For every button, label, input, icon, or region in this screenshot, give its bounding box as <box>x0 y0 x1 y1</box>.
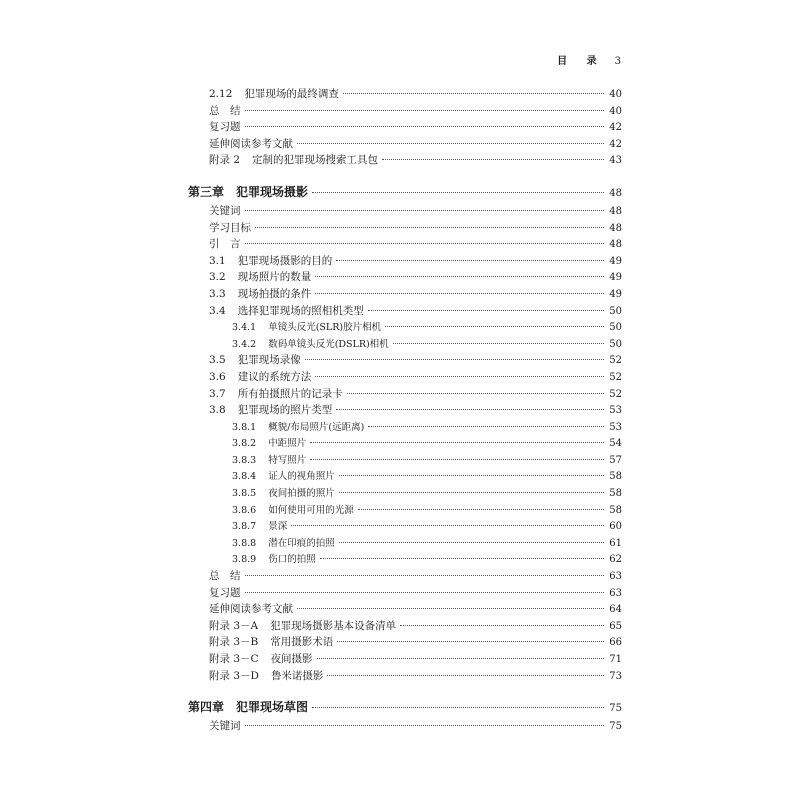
dot-leader <box>315 293 604 294</box>
toc-page-number: 63 <box>609 587 622 599</box>
toc-entry-number: 3.4.1 <box>232 322 257 334</box>
dot-leader <box>305 359 604 360</box>
toc-entry-title: 常用摄影术语 <box>270 636 334 649</box>
toc-entry-title: 延伸阅读参考文献 <box>209 137 293 150</box>
toc-entry-row[interactable] <box>188 352 622 369</box>
toc-entry-title: 夜间摄影 <box>270 653 313 665</box>
toc-chapter-row[interactable] <box>188 698 622 718</box>
dot-leader <box>400 625 604 626</box>
toc-page-number: 50 <box>609 322 622 334</box>
dot-leader <box>317 658 604 659</box>
dot-leader <box>337 641 604 642</box>
toc-page-number: 48 <box>609 222 622 234</box>
toc-entry-row[interactable] <box>188 551 622 568</box>
dot-leader <box>255 227 604 228</box>
dot-leader <box>245 126 605 127</box>
dot-leader <box>245 575 605 576</box>
toc-entry-number: 3.8.4 <box>232 471 257 483</box>
dot-leader <box>339 475 604 476</box>
toc-entry-title: 证人的视角照片 <box>268 471 335 483</box>
toc-page-number: 64 <box>609 604 622 616</box>
toc-entry-number: 3.8.1 <box>232 421 257 433</box>
toc-entry-number: 3.8.7 <box>232 521 257 533</box>
toc-page-number: 58 <box>609 504 622 516</box>
toc-entry-title: 所有拍摄照片的记录卡 <box>237 387 343 400</box>
toc-chapter-row[interactable] <box>188 183 622 203</box>
toc-entry-row[interactable] <box>188 585 622 602</box>
toc-entry-number: 3.8.8 <box>232 537 257 549</box>
toc-page-number: 75 <box>609 703 622 715</box>
toc-entry-number: 第四章 <box>188 700 225 715</box>
toc-page-number: 48 <box>609 205 622 217</box>
toc-entry-row[interactable] <box>188 718 622 735</box>
toc-entry-number: 3.5 <box>209 354 226 367</box>
toc-entry-title: 复习题 <box>209 121 241 134</box>
dot-leader <box>368 310 604 311</box>
toc-entry-number: 3.1 <box>209 254 226 267</box>
toc-entry-number: 2.12 <box>209 88 233 100</box>
toc-entry-title: 犯罪现场摄影基本设备清单 <box>270 619 397 632</box>
toc-entry-row[interactable] <box>188 468 622 485</box>
toc-entry-title: 概貌/布局照片(远距离) <box>268 421 365 433</box>
toc-entry-row[interactable] <box>188 568 622 585</box>
dot-leader <box>320 558 604 559</box>
dot-leader <box>339 542 604 543</box>
toc-entry-number: 第三章 <box>188 184 225 199</box>
toc-page-number: 75 <box>609 721 622 733</box>
toc-entry-title: 如何使用可用的光源 <box>268 504 354 516</box>
dot-leader <box>327 675 604 676</box>
toc-page-number: 42 <box>609 138 622 150</box>
dot-leader <box>393 343 604 344</box>
dot-leader <box>245 243 605 244</box>
header-title: 目 录 <box>557 56 605 67</box>
dot-leader <box>347 393 604 394</box>
toc-page-number: 66 <box>609 637 622 649</box>
dot-leader <box>336 409 604 410</box>
toc-entry-number: 3.3 <box>209 287 226 300</box>
toc-entry-title: 犯罪现场的最终调查 <box>244 88 339 100</box>
toc-entry-title: 中距照片 <box>268 438 307 450</box>
toc-entry-row[interactable] <box>188 668 622 685</box>
toc-entry-row[interactable] <box>188 336 622 353</box>
toc-entry-title: 复习题 <box>209 586 241 599</box>
toc-entry-row[interactable] <box>188 435 622 452</box>
dot-leader <box>336 260 604 261</box>
toc-entry-number: 3.8.6 <box>232 504 257 516</box>
toc-entry-row[interactable] <box>188 419 622 436</box>
toc-page-number: 48 <box>609 239 622 251</box>
toc-entry-title: 引 言 <box>209 238 241 251</box>
toc-entry-number: 3.8.5 <box>232 488 257 500</box>
toc-entry-row[interactable] <box>188 86 622 103</box>
toc-entry-row[interactable] <box>188 485 622 502</box>
dot-leader <box>310 442 604 443</box>
toc-entry-title: 学习目标 <box>209 221 251 234</box>
toc-entry-row[interactable] <box>188 369 622 386</box>
dot-leader <box>310 459 604 460</box>
toc-entry-number: 3.8.2 <box>232 438 257 450</box>
toc-entry-title: 犯罪现场摄影 <box>236 184 309 199</box>
dot-leader <box>297 143 604 144</box>
toc-page-number: 53 <box>609 405 622 417</box>
toc-entry-number: 附录 3－C <box>209 653 259 665</box>
toc-entry-row[interactable] <box>188 286 622 303</box>
toc-entry-title: 选择犯罪现场的照相机类型 <box>237 304 364 317</box>
dot-leader <box>358 509 604 510</box>
dot-leader <box>245 725 605 726</box>
toc-entry-row[interactable] <box>188 303 622 320</box>
toc-entry-title: 定制的犯罪现场搜索工具包 <box>252 154 379 167</box>
table-of-contents <box>188 86 622 735</box>
toc-entry-title: 建议的系统方法 <box>237 370 312 383</box>
toc-entry-number: 3.4.2 <box>232 338 257 350</box>
toc-entry-title: 关键词 <box>209 720 241 733</box>
running-header <box>557 52 622 67</box>
toc-entry-number: 3.7 <box>209 387 226 400</box>
toc-page-number: 40 <box>609 89 622 100</box>
dot-leader <box>382 159 604 160</box>
toc-entry-title: 总 结 <box>209 570 241 583</box>
section-gap <box>188 169 622 183</box>
toc-entry-title: 现场拍摄的条件 <box>237 287 312 300</box>
toc-entry-row[interactable] <box>188 618 622 635</box>
toc-entry-row[interactable] <box>188 203 622 220</box>
toc-page-number: 60 <box>609 521 622 533</box>
toc-entry-title: 单镜头反光(SLR)胶片相机 <box>268 322 382 334</box>
toc-entry-row[interactable] <box>188 601 622 618</box>
toc-entry-row[interactable] <box>188 634 622 651</box>
toc-entry-title: 伤口的拍照 <box>268 554 316 566</box>
toc-page-number: 52 <box>609 371 622 383</box>
toc-entry-row[interactable] <box>188 253 622 270</box>
toc-entry-title: 关键词 <box>209 204 241 217</box>
toc-entry-row[interactable] <box>188 502 622 519</box>
toc-page-number: 43 <box>609 155 622 167</box>
toc-page-number: 57 <box>609 454 622 466</box>
toc-entry-title: 总 结 <box>209 104 241 117</box>
toc-page-number: 58 <box>609 488 622 500</box>
dot-leader <box>245 592 605 593</box>
toc-page-number: 48 <box>609 187 622 199</box>
dot-leader <box>368 426 604 427</box>
header-page-number: 3 <box>614 56 622 67</box>
toc-entry-title: 夜间拍摄的照片 <box>268 488 335 500</box>
toc-entry-title: 现场照片的数量 <box>237 271 312 284</box>
toc-page-number: 49 <box>609 255 622 267</box>
toc-entry-row[interactable] <box>188 535 622 552</box>
toc-entry-number: 3.8.3 <box>232 454 257 466</box>
dot-leader <box>343 93 604 94</box>
section-gap <box>188 684 622 698</box>
dot-leader <box>315 376 604 377</box>
toc-page-number: 73 <box>609 670 622 682</box>
toc-entry-title: 景深 <box>268 521 288 533</box>
toc-entry-row[interactable] <box>188 236 622 253</box>
toc-entry-number: 附录 3－B <box>209 636 259 649</box>
toc-entry-number: 3.8 <box>209 404 226 417</box>
toc-page-number: 61 <box>609 537 622 549</box>
toc-page-number: 71 <box>609 654 622 665</box>
toc-entry-row[interactable] <box>188 518 622 535</box>
toc-entry-row[interactable] <box>188 269 622 286</box>
toc-page-number: 52 <box>609 388 622 400</box>
toc-entry-number: 3.8.9 <box>232 554 257 566</box>
dot-leader <box>315 276 604 277</box>
toc-entry-number: 附录 3－A <box>209 619 259 632</box>
dot-leader <box>339 492 604 493</box>
toc-page-number: 58 <box>609 471 622 483</box>
toc-entry-row[interactable] <box>188 386 622 403</box>
toc-page-number: 65 <box>609 620 622 632</box>
toc-page-number: 50 <box>609 338 622 350</box>
toc-entry-title: 特写照片 <box>268 454 307 466</box>
toc-entry-row[interactable] <box>188 402 622 419</box>
toc-entry-number: 3.4 <box>209 304 226 317</box>
dot-leader <box>385 326 604 327</box>
toc-entry-title: 犯罪现场摄影的目的 <box>237 254 333 267</box>
toc-entry-number: 3.2 <box>209 271 226 284</box>
toc-entry-row[interactable] <box>188 452 622 469</box>
toc-page-number: 53 <box>609 421 622 433</box>
dot-leader <box>312 707 604 708</box>
toc-page-number: 42 <box>609 122 622 134</box>
toc-entry-number: 附录 3－D <box>209 669 259 682</box>
dot-leader <box>297 608 604 609</box>
toc-page-number: 54 <box>609 438 622 450</box>
toc-entry-title: 鲁米诺摄影 <box>270 669 324 682</box>
toc-entry-row[interactable] <box>188 220 622 237</box>
dot-leader <box>245 110 605 111</box>
toc-entry-title: 犯罪现场草图 <box>236 700 309 715</box>
toc-page-number: 49 <box>609 272 622 284</box>
dot-leader <box>245 210 605 211</box>
toc-page-number: 63 <box>609 571 622 583</box>
toc-entry-title: 数码单镜头反光(DSLR)相机 <box>268 338 389 350</box>
dot-leader <box>291 525 604 526</box>
toc-entry-row[interactable] <box>188 152 622 169</box>
toc-entry-row[interactable] <box>188 119 622 136</box>
toc-entry-row[interactable] <box>188 103 622 120</box>
toc-entry-row[interactable] <box>188 136 622 153</box>
toc-page-number: 49 <box>609 288 622 300</box>
toc-entry-number: 附录 2 <box>209 154 241 167</box>
toc-page-number: 52 <box>609 355 622 367</box>
toc-page-number: 50 <box>609 305 622 317</box>
toc-entry-title: 犯罪现场的照片类型 <box>237 404 333 417</box>
toc-entry-title: 延伸阅读参考文献 <box>209 603 293 616</box>
toc-entry-title: 犯罪现场录像 <box>237 354 301 367</box>
toc-entry-row[interactable] <box>188 319 622 336</box>
toc-entry-row[interactable] <box>188 651 622 668</box>
toc-entry-title: 潜在印痕的拍照 <box>268 537 335 549</box>
toc-page-number: 40 <box>609 105 622 117</box>
toc-entry-number: 3.6 <box>209 370 226 383</box>
dot-leader <box>312 192 604 193</box>
toc-page-number: 62 <box>609 554 622 566</box>
